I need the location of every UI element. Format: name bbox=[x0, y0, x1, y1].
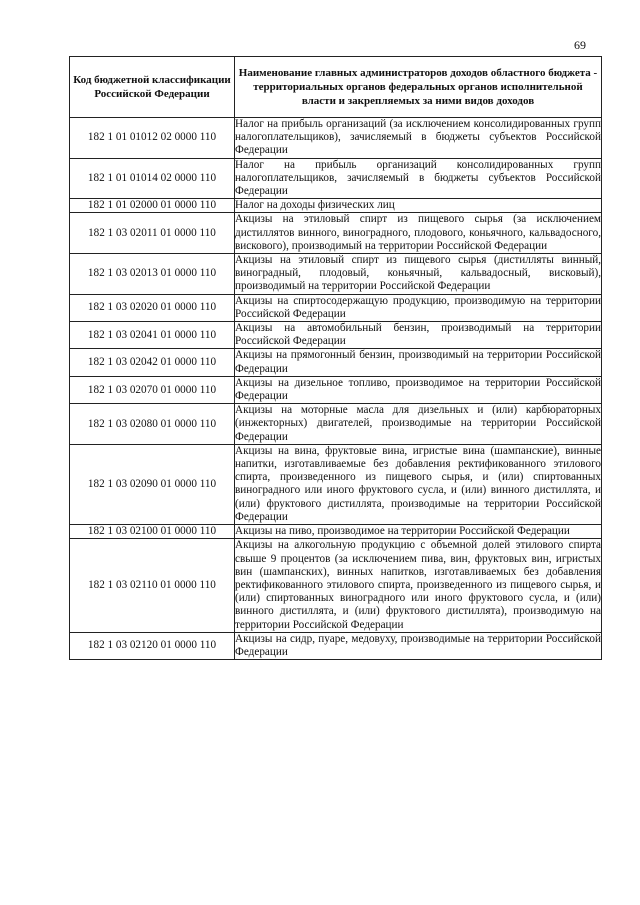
revenue-name-cell: Акцизы на автомобильный бензин, производимый на территории Российской Федерации bbox=[235, 322, 601, 348]
table-row bbox=[70, 158, 602, 199]
budget-code-cell: 182 1 03 02041 01 0000 110 bbox=[70, 322, 235, 349]
table-body bbox=[70, 118, 602, 660]
table-row bbox=[70, 254, 602, 295]
table-row bbox=[70, 322, 602, 349]
table-row bbox=[70, 199, 602, 213]
revenue-name-cell: Акцизы на этиловый спирт из пищевого сырья (дистилляты винный, виноградный, плодовый, коньячный, кальвадосный, висковый), производимый на территории Российской Федерации bbox=[235, 254, 601, 293]
table-row bbox=[70, 118, 602, 159]
revenue-name-cell: Акцизы на дизельное топливо, производимое на территории Российской Федерации bbox=[235, 376, 601, 403]
budget-code-cell: 182 1 03 02120 01 0000 110 bbox=[70, 632, 235, 659]
budget-classification-table bbox=[69, 56, 602, 660]
revenue-name-cell: Акцизы на пиво, производимое на территории Российской Федерации bbox=[235, 525, 602, 539]
budget-code-cell: 182 1 03 02011 01 0000 110 bbox=[70, 213, 235, 254]
revenue-name-cell: Налог на прибыль организаций консолидированных групп налогоплательщиков, зачисляемый в бюджеты субъектов Российской Федерации bbox=[235, 158, 601, 198]
revenue-name-cell: Акцизы на моторные масла для дизельных и (или) карбюраторных (инжекторных) двигателей, производимые на территории Российской Федерации bbox=[235, 404, 601, 443]
revenue-name-cell: Акцизы на спиртосодержащую продукцию, производимую на территории Российской Федерации bbox=[235, 294, 601, 320]
table-row bbox=[70, 539, 602, 632]
budget-code-cell: 182 1 03 02020 01 0000 110 bbox=[70, 294, 235, 321]
table-row bbox=[70, 444, 602, 524]
table-row bbox=[70, 404, 602, 445]
table-row bbox=[70, 294, 602, 321]
revenue-name-cell: Акцизы на этиловый спирт из пищевого сырья (за исключением дистиллятов винного, виноградного, плодового, коньячного, кальвадосного, вискового), производимый на территории Российской Федерации bbox=[235, 213, 601, 252]
table-header-row bbox=[70, 57, 602, 118]
revenue-name-cell: Акцизы на прямогонный бензин, производимый на территории Российской Федерации bbox=[235, 349, 601, 375]
budget-code-cell: 182 1 03 02080 01 0000 110 bbox=[70, 404, 235, 445]
table-row bbox=[70, 525, 602, 539]
header-code: Код бюджетной классификации Российской Федерации bbox=[70, 57, 235, 118]
table-row bbox=[70, 376, 602, 403]
table-row bbox=[70, 349, 602, 376]
revenue-name-cell: Налог на прибыль организаций (за исключением консолидированных групп налогоплательщиков), зачисляемый в бюджеты субъектов Российской Федерации bbox=[235, 118, 601, 157]
header-administrator-name: Наименование главных администраторов доходов областного бюджета - территориальных органов федеральных органов исполнительной власти и закрепляемых за ними видов доходов bbox=[235, 57, 602, 118]
budget-code-cell: 182 1 01 02000 01 0000 110 bbox=[70, 199, 235, 213]
table-row bbox=[70, 213, 602, 254]
budget-code-cell: 182 1 01 01014 02 0000 110 bbox=[70, 158, 235, 199]
revenue-name-cell: Акцизы на вина, фруктовые вина, игристые вина (шампанские), винные напитки, изготавливаемые без добавления ректификованного этилового спирта, произведенного из пищевого сырья, и (или) спиртованных виноградного или иного фруктового сусла, и (или) винного дистиллята, и (или) фруктового дистиллята, производимые на территории Российской Федерации bbox=[235, 444, 601, 523]
revenue-name-cell: Акцизы на сидр, пуаре, медовуху, производимые на территории Российской Федерации bbox=[235, 632, 601, 658]
revenue-name-cell: Налог на доходы физических лиц bbox=[235, 199, 602, 213]
budget-code-cell: 182 1 03 02070 01 0000 110 bbox=[70, 376, 235, 403]
budget-code-cell: 182 1 03 02042 01 0000 110 bbox=[70, 349, 235, 376]
revenue-name-cell: Акцизы на алкогольную продукцию с объемной долей этилового спирта свыше 9 процентов (за исключением пива, вин, фруктовых вин, игристых вин (шампанских), винных напитков, изготавливаемых без добавления ректификованного этилового спирта, произведенного из пищевого сырья, и (или) спиртованных виноградного или иного фруктового сусла, и (или) винного дистиллята, и (или) фруктового дистиллята), производимую на территории Российской Федерации bbox=[235, 539, 601, 631]
budget-code-cell: 182 1 01 01012 02 0000 110 bbox=[70, 118, 235, 159]
budget-code-cell: 182 1 03 02100 01 0000 110 bbox=[70, 525, 235, 539]
budget-code-cell: 182 1 03 02110 01 0000 110 bbox=[70, 539, 235, 632]
table-row bbox=[70, 632, 602, 659]
budget-code-cell: 182 1 03 02090 01 0000 110 bbox=[70, 444, 235, 524]
budget-code-cell: 182 1 03 02013 01 0000 110 bbox=[70, 254, 235, 295]
page-number: 69 bbox=[574, 38, 586, 52]
